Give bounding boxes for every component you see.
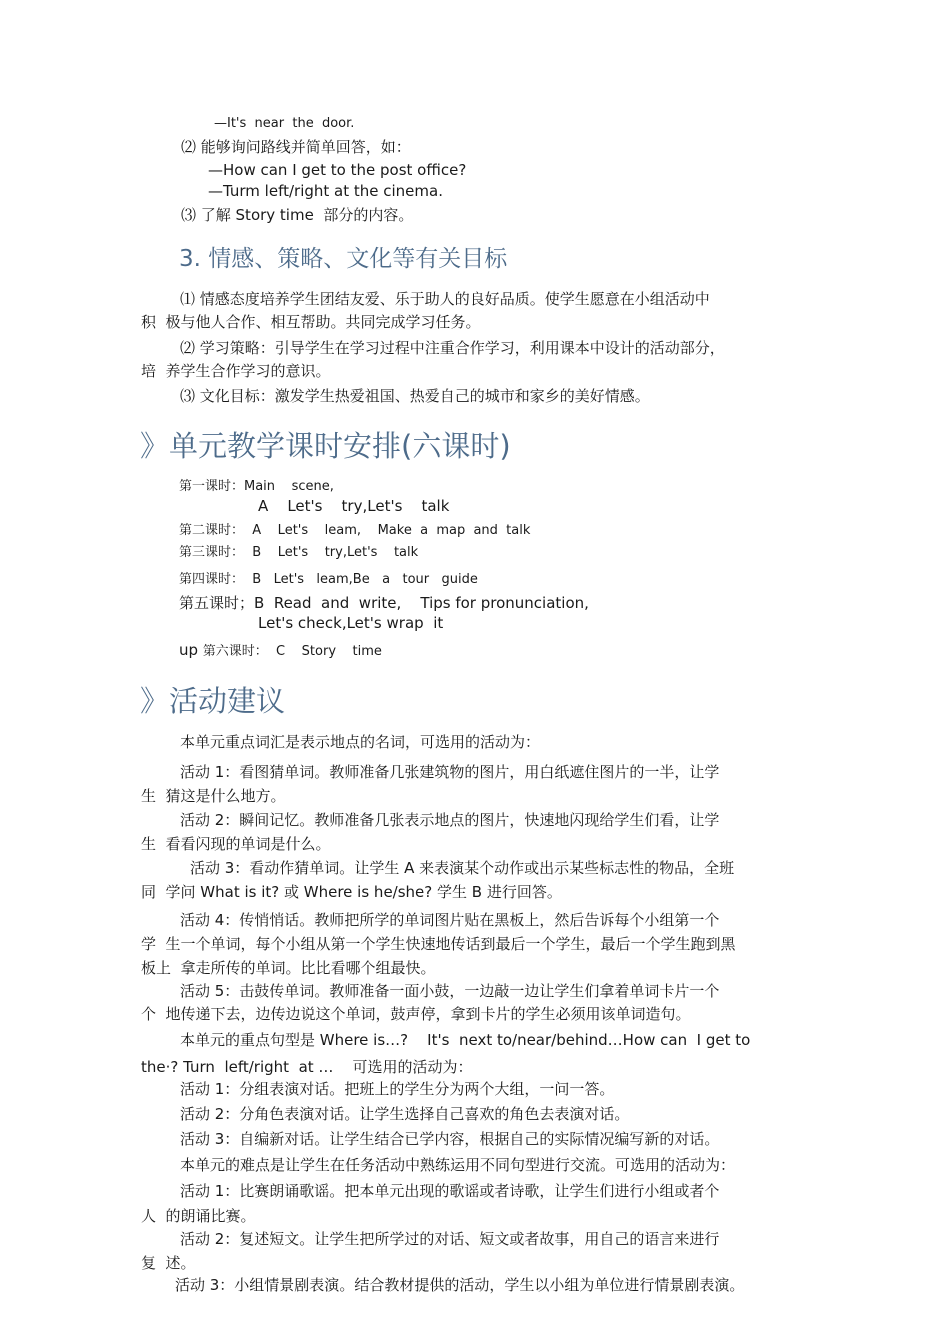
chapter-heading: 》活动建议 bbox=[140, 684, 286, 718]
text-line: the·? Turn left/right at … 可选用的活动为： bbox=[141, 1058, 473, 1076]
text-line: ⑵ 学习策略：引导学生在学习过程中注重合作学习，利用课本中设计的活动部分， bbox=[180, 339, 725, 357]
text-line: 学 生一个单词，每个小组从第一个学生快速地传话到最后一个学生，最后一个学生跑到黑 bbox=[141, 935, 736, 953]
text-line: —How can I get to the post office? bbox=[208, 161, 467, 179]
schedule-text: 第六课时： C Story time bbox=[202, 644, 382, 659]
text-line: —Turm left/right at the cinema. bbox=[208, 182, 443, 200]
text-line: ⑶ 文化目标：激发学生热爱祖国、热爱自己的城市和家乡的美好情感。 bbox=[180, 387, 650, 405]
text-line: 本单元的重点句型是 Where is…? It's next to/near/behind…How can I get to bbox=[180, 1031, 751, 1049]
text-line: ⑶ 了解 Story time 部分的内容。 bbox=[181, 206, 414, 224]
text-line: 活动 5：击鼓传单词。教师准备一面小鼓，一边敲一边让学生们拿着单词卡片一个 bbox=[180, 982, 720, 1000]
text-line: 生 猜这是什么地方。 bbox=[141, 787, 286, 805]
text-line: 个 地传递下去，边传边说这个单词，鼓声停，拿到卡片的学生必须用该单词造句。 bbox=[141, 1005, 691, 1023]
text-line: —It's near the door. bbox=[214, 116, 355, 131]
text-line: 培 养学生合作学习的意识。 bbox=[141, 362, 331, 380]
text-line: 活动 2：分角色表演对话。让学生选择自己喜欢的角色去表演对话。 bbox=[180, 1105, 630, 1123]
schedule-line: Let's check,Let's wrap it bbox=[258, 614, 444, 632]
text-line: 本单元的难点是让学生在任务活动中熟练运用不同句型进行交流。可选用的活动为： bbox=[180, 1156, 736, 1174]
schedule-line: A Let's try,Let's talk bbox=[258, 497, 450, 515]
text-line: 活动 2：复述短文。让学生把所学过的对话、短文或者故事，用自己的语言来进行 bbox=[180, 1230, 720, 1248]
text-line: 本单元重点词汇是表示地点的名词，可选用的活动为： bbox=[180, 733, 541, 751]
text-line: ⑵ 能够询问路线并简单回答，如： bbox=[181, 138, 411, 156]
text-line: 人 的朗诵比赛。 bbox=[141, 1207, 256, 1225]
text-line: 活动 3：看动作猜单词。让学生 A 来表演某个动作或出示某些标志性的物品，全班 bbox=[190, 859, 735, 877]
text-line: 活动 1：分组表演对话。把班上的学生分为两个大组，一问一答。 bbox=[180, 1080, 615, 1098]
text-line: 活动 3：小组情景剧表演。结合教材提供的活动，学生以小组为单位进行情景剧表演。 bbox=[175, 1276, 745, 1294]
text-line: 同 学问 What is it? 或 Where is he/she? 学生 B 进行回答。 bbox=[141, 883, 562, 901]
schedule-line: 第三课时： B Let's try,Let's talk bbox=[179, 545, 419, 560]
schedule-line: 第四课时： B Let's leam,Be a tour guide bbox=[179, 572, 478, 587]
schedule-line: 第一课时：Main scene, bbox=[179, 479, 334, 494]
chapter-heading: 》单元教学课时安排(六课时) bbox=[140, 429, 511, 463]
text-line: 复 述。 bbox=[141, 1254, 196, 1272]
text-line: 活动 3：自编新对话。让学生结合已学内容，根据自己的实际情况编写新的对话。 bbox=[180, 1130, 720, 1148]
text-line: 生 看看闪现的单词是什么。 bbox=[141, 835, 331, 853]
schedule-line: 第五课时；B Read and write, Tips for pronunciation, bbox=[179, 594, 589, 612]
schedule-prefix: up bbox=[179, 641, 203, 659]
text-line: 板上 拿走所传的单词。比比看哪个组最快。 bbox=[141, 959, 436, 977]
text-line: 活动 2：瞬间记忆。教师准备几张表示地点的图片，快速地闪现给学生们看，让学 bbox=[180, 811, 720, 829]
schedule-line bbox=[179, 640, 382, 662]
text-line: 活动 4：传悄悄话。教师把所学的单词图片贴在黑板上，然后告诉每个小组第一个 bbox=[180, 911, 720, 929]
text-line: 活动 1：比赛朗诵歌谣。把本单元出现的歌谣或者诗歌，让学生们进行小组或者个 bbox=[180, 1182, 720, 1200]
schedule-line: 第二课时： A Let's leam, Make a map and talk bbox=[179, 523, 531, 538]
text-line: ⑴ 情感态度培养学生团结友爱、乐于助人的良好品质。使学生愿意在小组活动中 bbox=[180, 290, 710, 308]
text-line: 活动 1：看图猜单词。教师准备几张建筑物的图片，用白纸遮住图片的一半，让学 bbox=[180, 763, 720, 781]
section-heading: 3. 情感、策略、文化等有关目标 bbox=[179, 246, 508, 272]
text-line: 积 极与他人合作、相互帮助。共同完成学习任务。 bbox=[141, 313, 481, 331]
